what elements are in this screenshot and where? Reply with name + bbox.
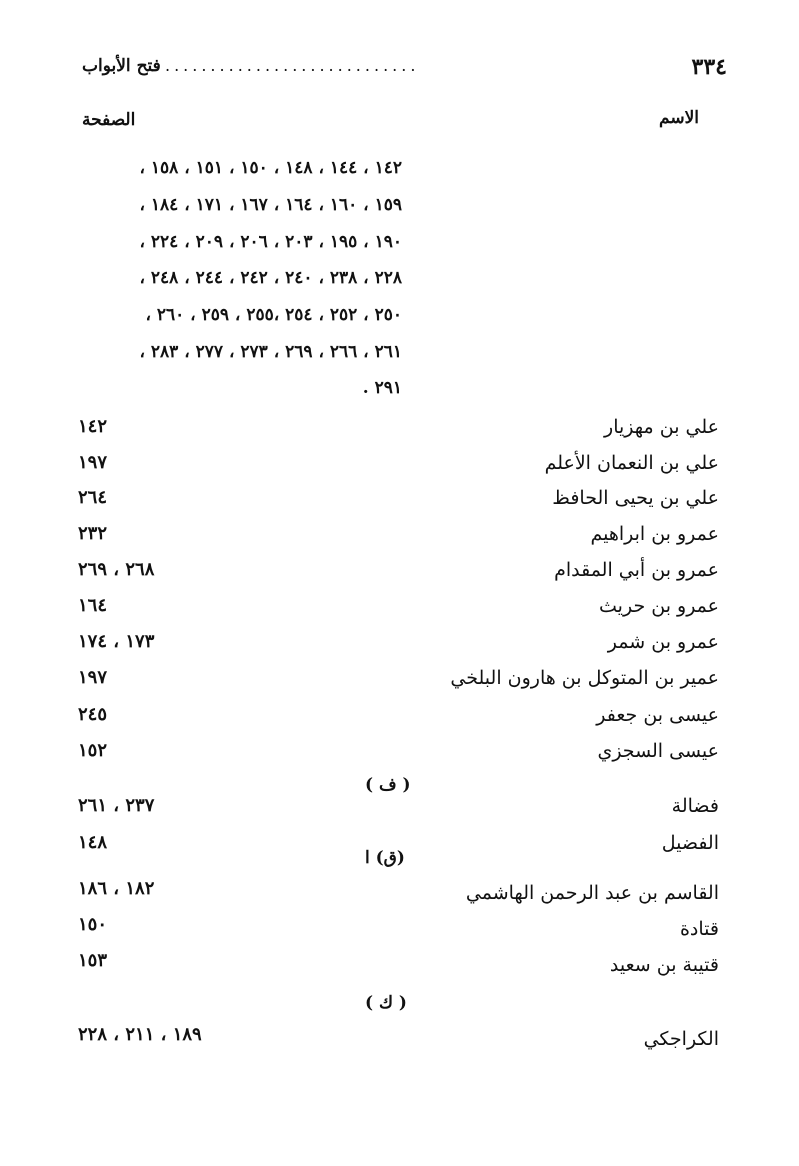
column-heading-page: الصفحة [82, 110, 136, 130]
index-entry-pages: ٢٦٤ [78, 487, 108, 508]
index-entry-name: الكراجكي [643, 1028, 719, 1050]
continued-pages-line: ٢٦١ ، ٢٦٦ ، ٢٦٩ ، ٢٧٣ ، ٢٧٧ ، ٢٨٣ ، [139, 342, 402, 362]
index-entry-pages: ١٤٢ [78, 416, 108, 437]
section-letter-fa: ( ف ) [365, 775, 411, 795]
column-heading-name: الاسم [659, 108, 699, 128]
index-entry-pages: ١٥٠ [78, 914, 108, 935]
index-entry-pages: ٢٣٢ [78, 523, 108, 544]
index-entry-pages: ١٨٢ ، ١٨٦ [78, 878, 155, 899]
index-entry-pages: ١٨٩ ، ٢١١ ، ٢٢٨ [78, 1024, 202, 1045]
index-entry-name: عمير بن المتوكل بن هارون البلخي [450, 667, 719, 689]
index-entry-name: الفضيل [661, 832, 719, 854]
index-entry-name: عمرو بن ابراهيم [590, 523, 719, 545]
index-entry-name: علي بن النعمان الأعلم [544, 452, 719, 474]
continued-pages-line: ١٩٠ ، ١٩٥ ، ٢٠٣ ، ٢٠٦ ، ٢٠٩ ، ٢٢٤ ، [139, 232, 402, 252]
index-entry-name: علي بن مهزيار [604, 416, 719, 438]
index-entry-name: فضالة [671, 795, 719, 817]
header-dot-leader: ............................ [165, 56, 420, 75]
index-entry-pages: ١٩٧ [78, 667, 108, 688]
section-letter-qaf: (ق) ا [365, 848, 405, 868]
index-entry-name: القاسم بن عبد الرحمن الهاشمي [465, 882, 719, 904]
index-entry-name: عيسى السجزي [597, 740, 719, 762]
continued-pages-line: ٢٩١ . [362, 378, 402, 398]
running-title: فتح الأبواب [82, 56, 161, 76]
index-entry-pages: ٢٣٧ ، ٢٦١ [78, 795, 155, 816]
index-entry-name: عمرو بن حريث [599, 595, 719, 617]
continued-pages-line: ١٤٢ ، ١٤٤ ، ١٤٨ ، ١٥٠ ، ١٥١ ، ١٥٨ ، [139, 158, 402, 178]
index-entry-name: عيسى بن جعفر [596, 704, 719, 726]
index-entry-pages: ١٩٧ [78, 452, 108, 473]
index-entry-pages: ١٥٢ [78, 740, 108, 761]
page-number: ٣٣٤ [691, 54, 727, 80]
index-entry-pages: ١٧٣ ، ١٧٤ [78, 631, 155, 652]
section-letter-kaf: ( ك ) [365, 993, 407, 1013]
index-entry-pages: ١٤٨ [78, 832, 108, 853]
index-entry-name: عمرو بن أبي المقدام [554, 559, 719, 581]
continued-pages-line: ٢٢٨ ، ٢٣٨ ، ٢٤٠ ، ٢٤٢ ، ٢٤٤ ، ٢٤٨ ، [139, 268, 402, 288]
index-entry-name: علي بن يحيى الحافظ [552, 487, 719, 509]
index-entry-pages: ١٥٣ [78, 950, 108, 971]
index-entry-pages: ١٦٤ [78, 595, 108, 616]
index-entry-name: عمرو بن شمر [607, 631, 719, 653]
continued-pages-line: ٢٥٠ ، ٢٥٢ ، ٢٥٤ ،٢٥٥ ، ٢٥٩ ، ٢٦٠ ، [145, 305, 402, 325]
index-entry-name: قتادة [679, 918, 719, 940]
continued-pages-line: ١٥٩ ، ١٦٠ ، ١٦٤ ، ١٦٧ ، ١٧١ ، ١٨٤ ، [139, 195, 402, 215]
index-entry-pages: ٢٤٥ [78, 704, 108, 725]
index-entry-pages: ٢٦٨ ، ٢٦٩ [78, 559, 155, 580]
index-entry-name: قتيبة بن سعيد [609, 954, 719, 976]
